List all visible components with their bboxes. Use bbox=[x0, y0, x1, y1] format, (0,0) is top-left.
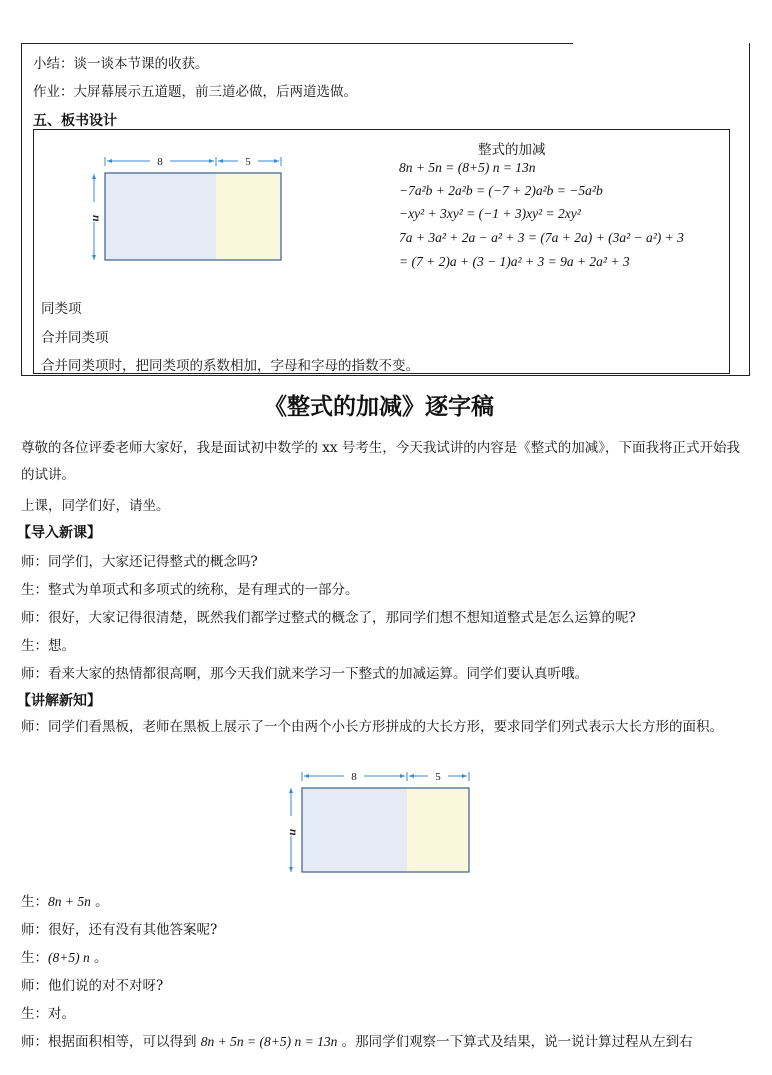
dialogue-line-11: 生：对。 bbox=[21, 1006, 75, 1022]
homework-text: 作业：大屏幕展示五道题，前三道必做，后两道选做。 bbox=[33, 84, 357, 100]
dialogue-line-12 bbox=[21, 1030, 693, 1050]
board-eq-4: 7a + 3a² + 2a − a² + 3 = (7a + 2a) + (3a² − a²) + 3 bbox=[399, 230, 684, 245]
board-eq-1: 8n + 5n = (8+5) n = 13n bbox=[399, 160, 536, 175]
greeting-line: 上课，同学们好，请坐。 bbox=[21, 498, 170, 514]
dialogue-line-9-suffix: 。 bbox=[89, 950, 108, 966]
board-rule: 合并同类项时，把同类项的系数相加，字母和字母的指数不变。 bbox=[41, 358, 419, 374]
board-title: 整式的加减 bbox=[478, 142, 546, 158]
board-eq-5: = (7 + 2)a + (3 − 1)a² + 3 = 9a + 2a² + 3 bbox=[399, 254, 630, 269]
dialogue-line-10: 师：他们说的对不对呀? bbox=[21, 978, 164, 994]
dialogue-line-7-suffix: 。 bbox=[90, 894, 109, 910]
board-width-right-label: 5 bbox=[245, 156, 251, 168]
dialogue-line-9-prefix: 生： bbox=[21, 950, 48, 966]
table-top-rule bbox=[21, 43, 573, 44]
dialogue-line-9-math: (8+5) n bbox=[48, 950, 90, 965]
board-left-rect bbox=[105, 173, 216, 260]
board-term-1: 同类项 bbox=[41, 301, 82, 317]
board-right-rect bbox=[216, 173, 281, 260]
dialogue-line-8: 师：很好，还有没有其他答案呢? bbox=[21, 922, 218, 938]
table-bottom-rule bbox=[21, 375, 750, 376]
lesson-left-rect bbox=[302, 788, 407, 872]
board-eq-2: −7a²b + 2a²b = (−7 + 2)a²b = −5a²b bbox=[399, 183, 603, 198]
table-left-rule bbox=[21, 43, 22, 376]
board-term-2: 合并同类项 bbox=[41, 330, 109, 346]
board-design-heading: 五、板书设计 bbox=[33, 113, 117, 129]
dialogue-line-4: 生：想。 bbox=[21, 638, 75, 654]
dialogue-line-12-suffix: 。那同学们观察一下算式及结果，说一说计算过程从左到右 bbox=[337, 1034, 693, 1050]
dialogue-line-12-math: 8n + 5n = (8+5) n = 13n bbox=[200, 1034, 338, 1049]
dialogue-line-1: 师：同学们，大家还记得整式的概念吗? bbox=[21, 554, 258, 570]
lesson-height-label: n bbox=[287, 829, 301, 836]
summary-text: 小结：谈一谈本节课的收获。 bbox=[33, 56, 209, 72]
board-eq-3: −xy² + 3xy² = (−1 + 3)xy² = 2xy² bbox=[399, 206, 581, 221]
lesson-rectangle-diagram bbox=[282, 768, 482, 880]
dialogue-line-6: 师：同学们看黑板，老师在黑板上展示了一个由两个小长方形拼成的大长方形，要求同学们列式表示大长方形的面积。 bbox=[21, 719, 723, 735]
script-title: 《整式的加减》逐字稿 bbox=[264, 394, 494, 420]
section-intro-heading: 【导入新课】 bbox=[17, 525, 101, 541]
section-new-knowledge-heading: 【讲解新知】 bbox=[17, 693, 101, 709]
board-rectangle-diagram bbox=[88, 152, 298, 267]
dialogue-line-9 bbox=[21, 946, 108, 966]
intro-paragraph: 尊敬的各位评委老师大家好，我是面试初中数学的 xx 号考生，今天我试讲的内容是《整式的加减》，下面我将正式开始我的试讲。 bbox=[21, 440, 741, 483]
table-right-rule bbox=[749, 43, 750, 376]
lesson-width-right-label: 5 bbox=[435, 771, 441, 783]
lesson-width-left-label: 8 bbox=[351, 771, 357, 783]
dialogue-line-7-math: 8n + 5n bbox=[48, 894, 91, 909]
dialogue-line-7 bbox=[21, 890, 109, 910]
board-width-left-label: 8 bbox=[157, 156, 163, 168]
dialogue-line-5: 师：看来大家的热情都很高啊，那今天我们就来学习一下整式的加减运算。同学们要认真听哦。 bbox=[21, 666, 588, 682]
dialogue-line-12-prefix: 师：根据面积相等，可以得到 bbox=[21, 1034, 201, 1050]
lesson-right-rect bbox=[407, 788, 469, 872]
board-height-label: n bbox=[90, 215, 104, 222]
dialogue-line-7-prefix: 生： bbox=[21, 894, 48, 910]
dialogue-line-3: 师：很好，大家记得很清楚，既然我们都学过整式的概念了，那同学们想不想知道整式是怎么运算的呢? bbox=[21, 610, 636, 626]
dialogue-line-2: 生：整式为单项式和多项式的统称，是有理式的一部分。 bbox=[21, 582, 359, 598]
